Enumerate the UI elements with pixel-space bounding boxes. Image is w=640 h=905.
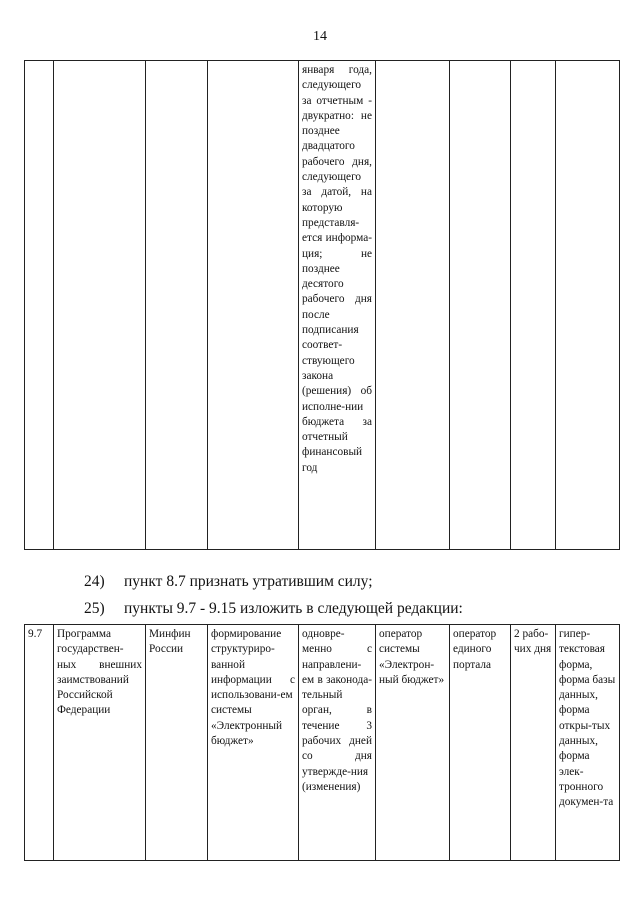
table-cell-method <box>208 61 299 550</box>
table-item-9-7 <box>24 624 620 861</box>
table-cell-period: 2 рабо-чих дня <box>511 625 556 861</box>
table-cell-responsible <box>146 61 208 550</box>
table-cell-format: гипер-текстовая форма, форма базы данных, форма откры-тых данных, форма элек-тронного докумен-та <box>556 625 620 861</box>
table-cell-name: Программа государствен-ных внешних заимствований Российской Федерации <box>54 625 146 861</box>
table-cell-method: формирование структуриро-ванной информации с использовани-ем системы «Электронный бюджет» <box>208 625 299 861</box>
table-cell-publisher <box>450 61 511 550</box>
paragraph-text: пункт 8.7 признать утратившим силу; <box>124 573 373 590</box>
table-cell-deadline: января года, следующего за отчетным - двукратно: не позднее двадцатого рабочего дня, следующего за датой, на которую представля-ется информа-ция; не позднее десятого рабочего дня после подписания соответ-ствующего закона (решения) об исполне-нии бюджета за отчетный финансовый год <box>299 61 376 550</box>
table-cell-deadline: одновре-менно с направлени-ем в законода-тельный орган, в течение 3 рабочих дней со дня утвержде-ния (изменения) <box>299 625 376 861</box>
paragraph-number: 24) <box>84 573 105 590</box>
table-row <box>25 625 620 861</box>
table-cell-format <box>556 61 620 550</box>
table-continuation <box>24 60 620 550</box>
table-cell-number <box>25 61 54 550</box>
table-cell-name <box>54 61 146 550</box>
table-cell-provider <box>376 61 450 550</box>
paragraph-24 <box>84 573 373 591</box>
table-cell-publisher: оператор единого портала <box>450 625 511 861</box>
table-cell-period <box>511 61 556 550</box>
table-cell-responsible: Минфин России <box>146 625 208 861</box>
paragraph-number: 25) <box>84 600 105 617</box>
table-cell-number: 9.7 <box>25 625 54 861</box>
table-cell-provider: оператор системы «Электрон-ный бюджет» <box>376 625 450 861</box>
paragraph-25 <box>84 600 463 618</box>
paragraph-text: пункты 9.7 - 9.15 изложить в следующей редакции: <box>124 600 463 617</box>
page-number: 14 <box>313 29 327 44</box>
table-row <box>25 61 620 550</box>
